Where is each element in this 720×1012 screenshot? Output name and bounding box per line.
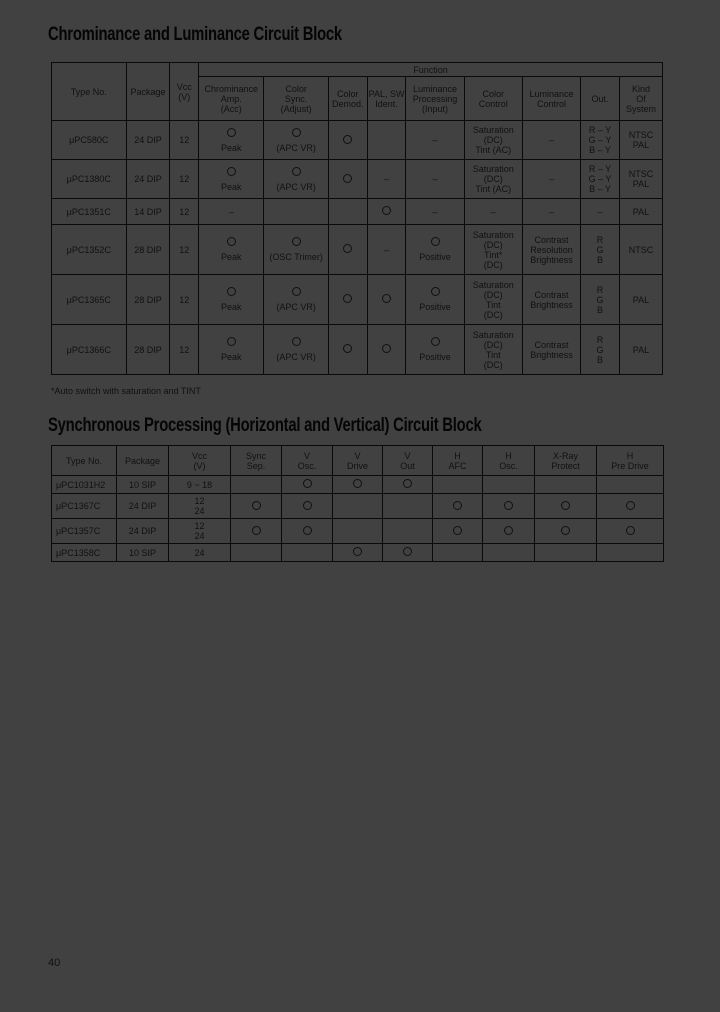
chrominance-luminance-table xyxy=(51,62,663,375)
cell-type-no: μPC1366C xyxy=(52,325,127,375)
cell-out: R – Y G – Y B – Y xyxy=(581,160,620,199)
cell-kind-of-system: NTSC PAL xyxy=(619,160,662,199)
cell-function xyxy=(383,476,433,494)
cell-color-demod xyxy=(328,160,367,199)
section2-title: Synchronous Processing (Horizontal and Vertical) Circuit Block xyxy=(48,415,482,436)
cell-pal-sw xyxy=(367,199,406,225)
cell-chroma-amp: Peak xyxy=(199,275,264,325)
cell-color-control: Saturation (DC) Tint (AC) xyxy=(464,121,522,160)
cell-function xyxy=(282,494,333,519)
cell-lum-control: – xyxy=(522,160,580,199)
cell-type-no: μPC1352C xyxy=(52,225,127,275)
cell-package: 28 DIP xyxy=(126,225,170,275)
cell-function xyxy=(282,544,333,562)
cell-package: 14 DIP xyxy=(126,199,170,225)
circle-mark-icon xyxy=(453,526,462,535)
header-color-sync: Color Sync. (Adjust) xyxy=(264,77,328,121)
cell-function xyxy=(597,476,664,494)
cell-vcc: 9 ~ 18 xyxy=(169,476,231,494)
circle-mark-icon xyxy=(343,174,352,183)
cell-type-no: μPC1380C xyxy=(52,160,127,199)
cell-function xyxy=(282,476,333,494)
cell-lum-proc: – xyxy=(406,160,464,199)
cell-function xyxy=(535,544,597,562)
cell-type-no: μPC1365C xyxy=(52,275,127,325)
table-row xyxy=(52,325,663,375)
cell-lum-control: – xyxy=(522,199,580,225)
cell-type-no: μPC1357C xyxy=(52,519,117,544)
circle-mark-icon xyxy=(504,526,513,535)
circle-mark-icon xyxy=(343,244,352,253)
cell-color-control: Saturation (DC) Tint (DC) xyxy=(464,275,522,325)
cell-type-no: μPC580C xyxy=(52,121,127,160)
header-col-8: H Osc. xyxy=(483,446,535,476)
circle-mark-icon xyxy=(227,287,236,296)
cell-chroma-amp: Peak xyxy=(199,121,264,160)
cell-chroma-amp: Peak xyxy=(199,325,264,375)
cell-function xyxy=(383,519,433,544)
header-col-3: Sync Sep. xyxy=(231,446,282,476)
header-col-5: V Drive xyxy=(333,446,383,476)
cell-function xyxy=(597,519,664,544)
cell-color-control: – xyxy=(464,199,522,225)
cell-function xyxy=(231,544,282,562)
cell-color-sync: (APC VR) xyxy=(264,160,328,199)
cell-lum-control: – xyxy=(522,121,580,160)
cell-function xyxy=(483,519,535,544)
cell-function xyxy=(535,494,597,519)
cell-kind-of-system: PAL xyxy=(619,325,662,375)
circle-mark-icon xyxy=(626,501,635,510)
cell-chroma-amp: – xyxy=(199,199,264,225)
cell-lum-control: Contrast Brightness xyxy=(522,275,580,325)
cell-function xyxy=(597,494,664,519)
circle-mark-icon xyxy=(292,128,301,137)
circle-mark-icon xyxy=(504,501,513,510)
header-col-4: V Osc. xyxy=(282,446,333,476)
circle-mark-icon xyxy=(382,206,391,215)
circle-mark-icon xyxy=(227,237,236,246)
table-row xyxy=(52,519,664,544)
circle-mark-icon xyxy=(561,526,570,535)
cell-vcc: 12 xyxy=(170,275,199,325)
cell-vcc: 12 xyxy=(170,121,199,160)
header-type-no: Type No. xyxy=(52,63,127,121)
table-row xyxy=(52,121,663,160)
header-col-1: Package xyxy=(117,446,169,476)
header-color-demod: Color Demod. xyxy=(328,77,367,121)
circle-mark-icon xyxy=(561,501,570,510)
circle-mark-icon xyxy=(403,479,412,488)
cell-pal-sw xyxy=(367,275,406,325)
cell-color-demod xyxy=(328,275,367,325)
circle-mark-icon xyxy=(303,526,312,535)
header-col-10: H Pre Drive xyxy=(597,446,664,476)
cell-package: 24 DIP xyxy=(117,494,169,519)
cell-function xyxy=(433,544,483,562)
cell-function xyxy=(535,476,597,494)
cell-function xyxy=(333,494,383,519)
page-number: 40 xyxy=(48,957,61,969)
cell-color-demod xyxy=(328,225,367,275)
circle-mark-icon xyxy=(292,167,301,176)
cell-function xyxy=(231,476,282,494)
header-lum-proc: Luminance Processing (Input) xyxy=(406,77,464,121)
header-col-9: X-Ray Protect xyxy=(535,446,597,476)
cell-function xyxy=(483,494,535,519)
header-lum-control: Luminance Control xyxy=(522,77,580,121)
cell-function xyxy=(333,519,383,544)
cell-color-sync: (APC VR) xyxy=(264,121,328,160)
circle-mark-icon xyxy=(292,237,301,246)
table-row xyxy=(52,275,663,325)
cell-vcc: 12 xyxy=(170,325,199,375)
cell-function xyxy=(483,476,535,494)
cell-function xyxy=(433,519,483,544)
cell-lum-proc: Positive xyxy=(406,325,464,375)
cell-out: R G B xyxy=(581,275,620,325)
header-col-7: H AFC xyxy=(433,446,483,476)
circle-mark-icon xyxy=(431,337,440,346)
circle-mark-icon xyxy=(453,501,462,510)
table-row xyxy=(52,476,664,494)
cell-out: R G B xyxy=(581,325,620,375)
cell-lum-control: Contrast Resolution Brightness xyxy=(522,225,580,275)
header-col-0: Type No. xyxy=(52,446,117,476)
cell-type-no: μPC1031H2 xyxy=(52,476,117,494)
circle-mark-icon xyxy=(252,501,261,510)
cell-pal-sw xyxy=(367,325,406,375)
cell-function xyxy=(333,544,383,562)
circle-mark-icon xyxy=(303,501,312,510)
cell-function xyxy=(483,544,535,562)
cell-lum-proc: – xyxy=(406,199,464,225)
cell-vcc: 24 xyxy=(169,544,231,562)
circle-mark-icon xyxy=(252,526,261,535)
header-kind-of-system: Kind Of System xyxy=(619,77,662,121)
cell-kind-of-system: PAL xyxy=(619,199,662,225)
cell-color-sync: (APC VR) xyxy=(264,275,328,325)
header-col-2: Vcc (V) xyxy=(169,446,231,476)
cell-out: – xyxy=(581,199,620,225)
cell-color-sync xyxy=(264,199,328,225)
cell-type-no: μPC1367C xyxy=(52,494,117,519)
cell-function xyxy=(333,476,383,494)
cell-kind-of-system: PAL xyxy=(619,275,662,325)
cell-color-sync: (OSC Trimer) xyxy=(264,225,328,275)
cell-color-control: Saturation (DC) Tint (DC) xyxy=(464,325,522,375)
cell-kind-of-system: NTSC xyxy=(619,225,662,275)
cell-package: 24 DIP xyxy=(126,160,170,199)
cell-color-demod xyxy=(328,199,367,225)
cell-package: 24 DIP xyxy=(126,121,170,160)
header-color-control: Color Control xyxy=(464,77,522,121)
header-pal-sw: PAL, SW Ident. xyxy=(367,77,406,121)
circle-mark-icon xyxy=(343,294,352,303)
cell-vcc: 12 xyxy=(170,225,199,275)
table-row xyxy=(52,494,664,519)
circle-mark-icon xyxy=(227,167,236,176)
cell-color-demod xyxy=(328,121,367,160)
circle-mark-icon xyxy=(431,237,440,246)
cell-color-control: Saturation (DC) Tint (AC) xyxy=(464,160,522,199)
cell-out: R G B xyxy=(581,225,620,275)
cell-vcc: 12 24 xyxy=(169,494,231,519)
header-col-6: V Out xyxy=(383,446,433,476)
cell-vcc: 12 xyxy=(170,199,199,225)
footnote: *Auto switch with saturation and TINT xyxy=(51,386,201,396)
circle-mark-icon xyxy=(292,287,301,296)
cell-color-sync: (APC VR) xyxy=(264,325,328,375)
circle-mark-icon xyxy=(382,344,391,353)
cell-lum-proc: Positive xyxy=(406,225,464,275)
cell-vcc: 12 xyxy=(170,160,199,199)
cell-color-control: Saturation (DC) Tint* (DC) xyxy=(464,225,522,275)
circle-mark-icon xyxy=(626,526,635,535)
cell-lum-proc: – xyxy=(406,121,464,160)
circle-mark-icon xyxy=(403,547,412,556)
header-out: Out. xyxy=(581,77,620,121)
cell-function xyxy=(433,476,483,494)
circle-mark-icon xyxy=(303,479,312,488)
table-row xyxy=(52,225,663,275)
cell-package: 10 SIP xyxy=(117,476,169,494)
cell-package: 10 SIP xyxy=(117,544,169,562)
cell-function xyxy=(383,544,433,562)
cell-function xyxy=(597,544,664,562)
circle-mark-icon xyxy=(382,294,391,303)
circle-mark-icon xyxy=(343,135,352,144)
circle-mark-icon xyxy=(292,337,301,346)
sync-processing-table xyxy=(51,445,664,562)
cell-function xyxy=(231,519,282,544)
cell-function xyxy=(535,519,597,544)
circle-mark-icon xyxy=(353,547,362,556)
cell-lum-control: Contrast Brightness xyxy=(522,325,580,375)
cell-package: 28 DIP xyxy=(126,275,170,325)
circle-mark-icon xyxy=(431,287,440,296)
header-vcc: Vcc (V) xyxy=(170,63,199,121)
cell-chroma-amp: Peak xyxy=(199,160,264,199)
cell-kind-of-system: NTSC PAL xyxy=(619,121,662,160)
cell-type-no: μPC1358C xyxy=(52,544,117,562)
cell-color-demod xyxy=(328,325,367,375)
section1-title: Chrominance and Luminance Circuit Block xyxy=(48,24,342,45)
cell-package: 28 DIP xyxy=(126,325,170,375)
cell-function xyxy=(231,494,282,519)
circle-mark-icon xyxy=(227,337,236,346)
cell-chroma-amp: Peak xyxy=(199,225,264,275)
cell-pal-sw: – xyxy=(367,160,406,199)
table-row xyxy=(52,199,663,225)
cell-vcc: 12 24 xyxy=(169,519,231,544)
cell-package: 24 DIP xyxy=(117,519,169,544)
cell-out: R – Y G – Y B – Y xyxy=(581,121,620,160)
table-row xyxy=(52,160,663,199)
cell-function xyxy=(282,519,333,544)
cell-pal-sw: – xyxy=(367,225,406,275)
cell-lum-proc: Positive xyxy=(406,275,464,325)
cell-pal-sw xyxy=(367,121,406,160)
cell-function xyxy=(383,494,433,519)
circle-mark-icon xyxy=(227,128,236,137)
cell-function xyxy=(433,494,483,519)
header-chroma-amp: Chrominance Amp. (Acc) xyxy=(199,77,264,121)
circle-mark-icon xyxy=(343,344,352,353)
header-package: Package xyxy=(126,63,170,121)
header-function: Function xyxy=(199,63,663,77)
circle-mark-icon xyxy=(353,479,362,488)
cell-type-no: μPC1351C xyxy=(52,199,127,225)
table-row xyxy=(52,544,664,562)
